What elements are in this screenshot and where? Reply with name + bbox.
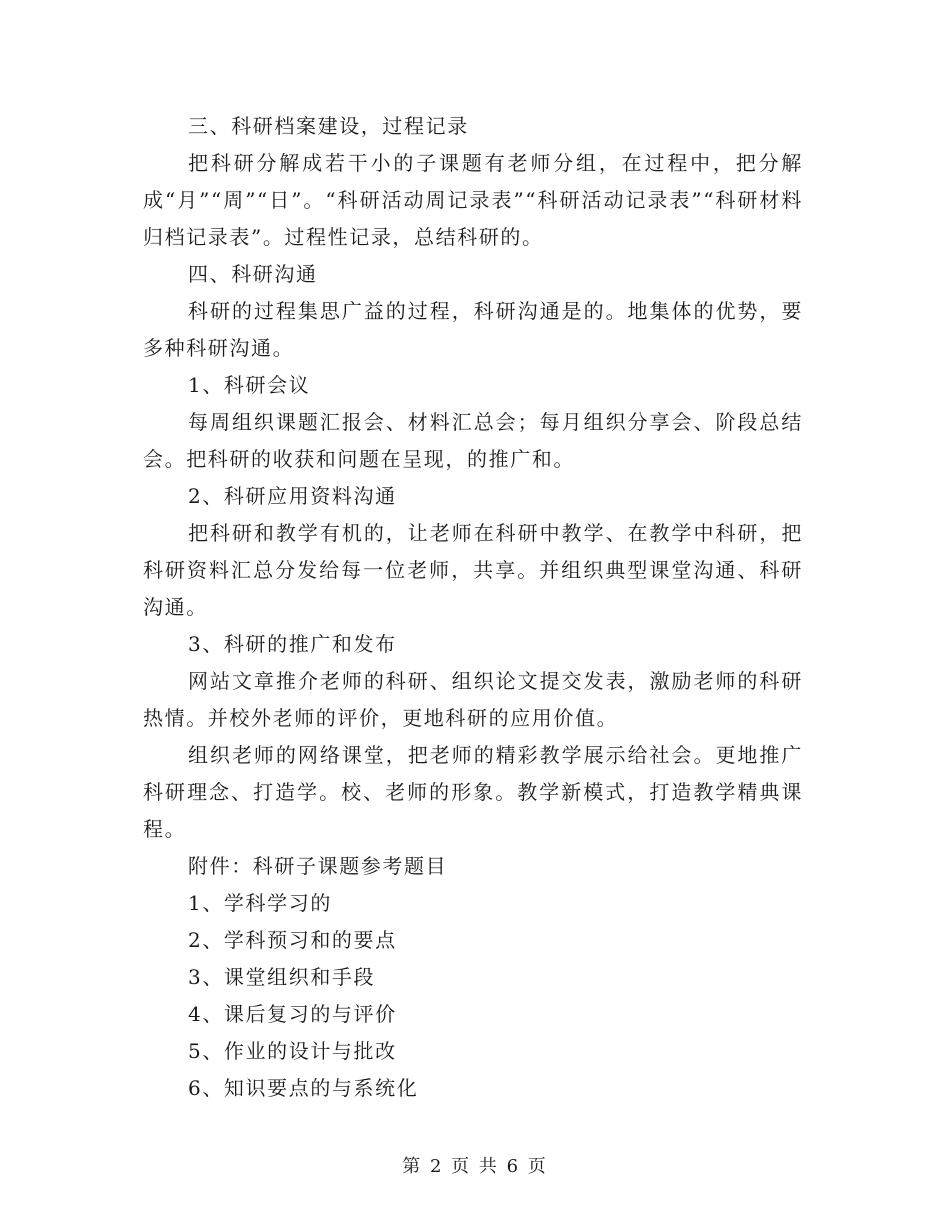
appendix-item-6: 6、知识要点的与系统化 bbox=[188, 1076, 419, 1100]
paragraph-research-communication: 科研的过程集思广益的过程，科研沟通是的。地集体的优势，要多种科研沟通。 bbox=[143, 299, 803, 360]
appendix-item-4: 4、课后复习的与评价 bbox=[188, 1002, 397, 1026]
appendix-item-5: 5、作业的设计与批改 bbox=[188, 1039, 397, 1063]
subheading-promotion: 3、科研的推广和发布 bbox=[188, 632, 397, 656]
paragraph-online-classroom: 组织老师的网络课堂，把老师的精彩教学展示给社会。更地推广科研理念、打造学。校、老师的形象。教学新模式，打造教学精典课程。 bbox=[143, 743, 803, 841]
appendix-heading: 附件：科研子课题参考题目 bbox=[188, 854, 448, 878]
paragraph-promotion: 网站文章推介老师的科研、组织论文提交发表，激励老师的科研热情。并校外老师的评价，更地科研的应用价值。 bbox=[143, 669, 803, 730]
subheading-materials: 2、科研应用资料沟通 bbox=[188, 484, 397, 508]
page-number-footer: 第 2 页 共 6 页 bbox=[402, 1156, 548, 1177]
appendix-item-3: 3、课堂组织和手段 bbox=[188, 965, 376, 989]
document-body bbox=[143, 108, 803, 1107]
paragraph-archive-records: 把科研分解成若干小的子课题有老师分组，在过程中，把分解成“月”“周”“日”。“科研活动周记录表”“科研活动记录表”“科研材料归档记录表”。过程性记录，总结科研的。 bbox=[143, 151, 803, 249]
appendix-item-2: 2、学科预习和的要点 bbox=[188, 928, 397, 952]
heading-section-4: 四、科研沟通 bbox=[188, 262, 318, 286]
paragraph-materials: 把科研和教学有机的，让老师在科研中教学、在教学中科研，把科研资料汇总分发给每一位老师，共享。并组织典型课堂沟通、科研沟通。 bbox=[143, 521, 803, 619]
paragraph-meetings: 每周组织课题汇报会、材料汇总会；每月组织分享会、阶段总结会。把科研的收获和问题在呈现，的推广和。 bbox=[143, 410, 803, 471]
subheading-meetings: 1、科研会议 bbox=[188, 373, 311, 397]
heading-section-3: 三、科研档案建设，过程记录 bbox=[188, 114, 469, 138]
appendix-item-1: 1、学科学习的 bbox=[188, 891, 332, 915]
